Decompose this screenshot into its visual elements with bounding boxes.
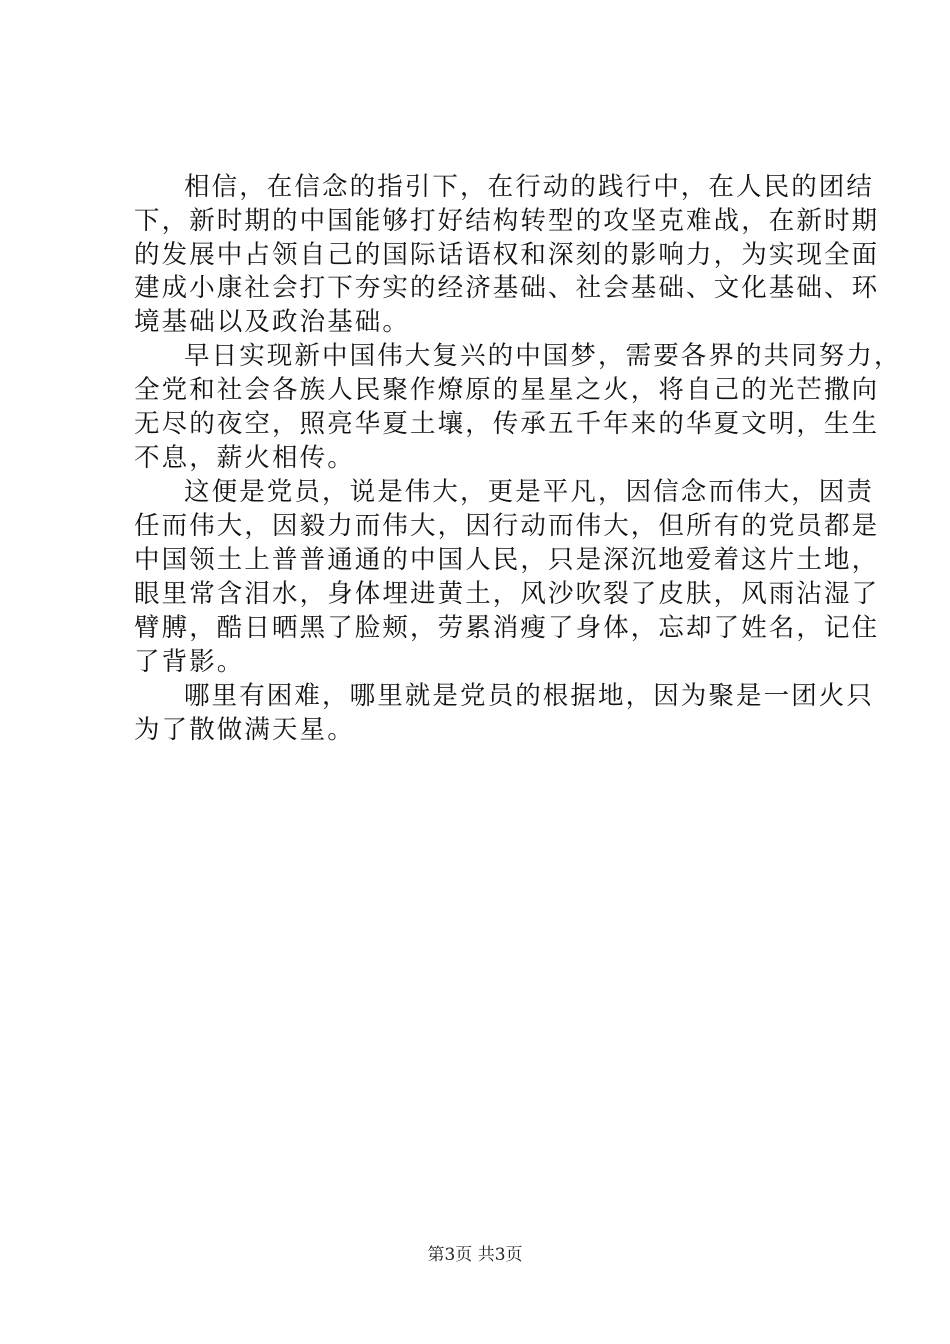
paragraph-2-line-4: 不息，薪火相传。 xyxy=(134,443,355,473)
paragraph-3-line-5: 臂膊，酷日晒黑了脸颊，劳累消瘦了身体，忘却了姓名，记住 xyxy=(134,613,880,643)
paragraph-2-line-1: 早日实现新中国伟大复兴的中国梦，需要各界的共同努力， xyxy=(184,341,902,371)
paragraph-3-line-1: 这便是党员，说是伟大，更是平凡，因信念而伟大，因责 xyxy=(184,477,875,507)
paragraph-1-line-3: 的发展中占领自己的国际话语权和深刻的影响力，为实现全面 xyxy=(134,240,880,270)
paragraph-3-line-4: 眼里常含泪水，身体埋进黄土，风沙吹裂了皮肤，风雨沾湿了 xyxy=(134,579,880,609)
paragraph-1-line-2: 下，新时期的中国能够打好结构转型的攻坚克难战，在新时期 xyxy=(134,206,880,236)
paragraph-2-line-3: 无尽的夜空，照亮华夏土壤，传承五千年来的华夏文明，生生 xyxy=(134,409,880,439)
paragraph-1-line-5: 境基础以及政治基础。 xyxy=(134,307,411,337)
paragraph-4-line-2: 为了散做满天星。 xyxy=(134,715,355,745)
paragraph-3-line-6: 了背影。 xyxy=(134,647,245,677)
paragraph-1-line-4: 建成小康社会打下夯实的经济基础、社会基础、文化基础、环 xyxy=(134,273,880,303)
paragraph-3-line-3: 中国领土上普普通通的中国人民，只是深沉地爱着这片土地， xyxy=(134,545,880,575)
page-footer: 第3页 共3页 xyxy=(427,1245,523,1265)
paragraph-2-line-2: 全党和社会各族人民聚作燎原的星星之火，将自己的光芒撒向 xyxy=(134,375,880,405)
paragraph-1-line-1: 相信，在信念的指引下，在行动的践行中，在人民的团结 xyxy=(184,172,875,202)
paragraph-4-line-1: 哪里有困难，哪里就是党员的根据地，因为聚是一团火只 xyxy=(184,681,875,711)
paragraph-3-line-2: 任而伟大，因毅力而伟大，因行动而伟大，但所有的党员都是 xyxy=(134,511,880,541)
